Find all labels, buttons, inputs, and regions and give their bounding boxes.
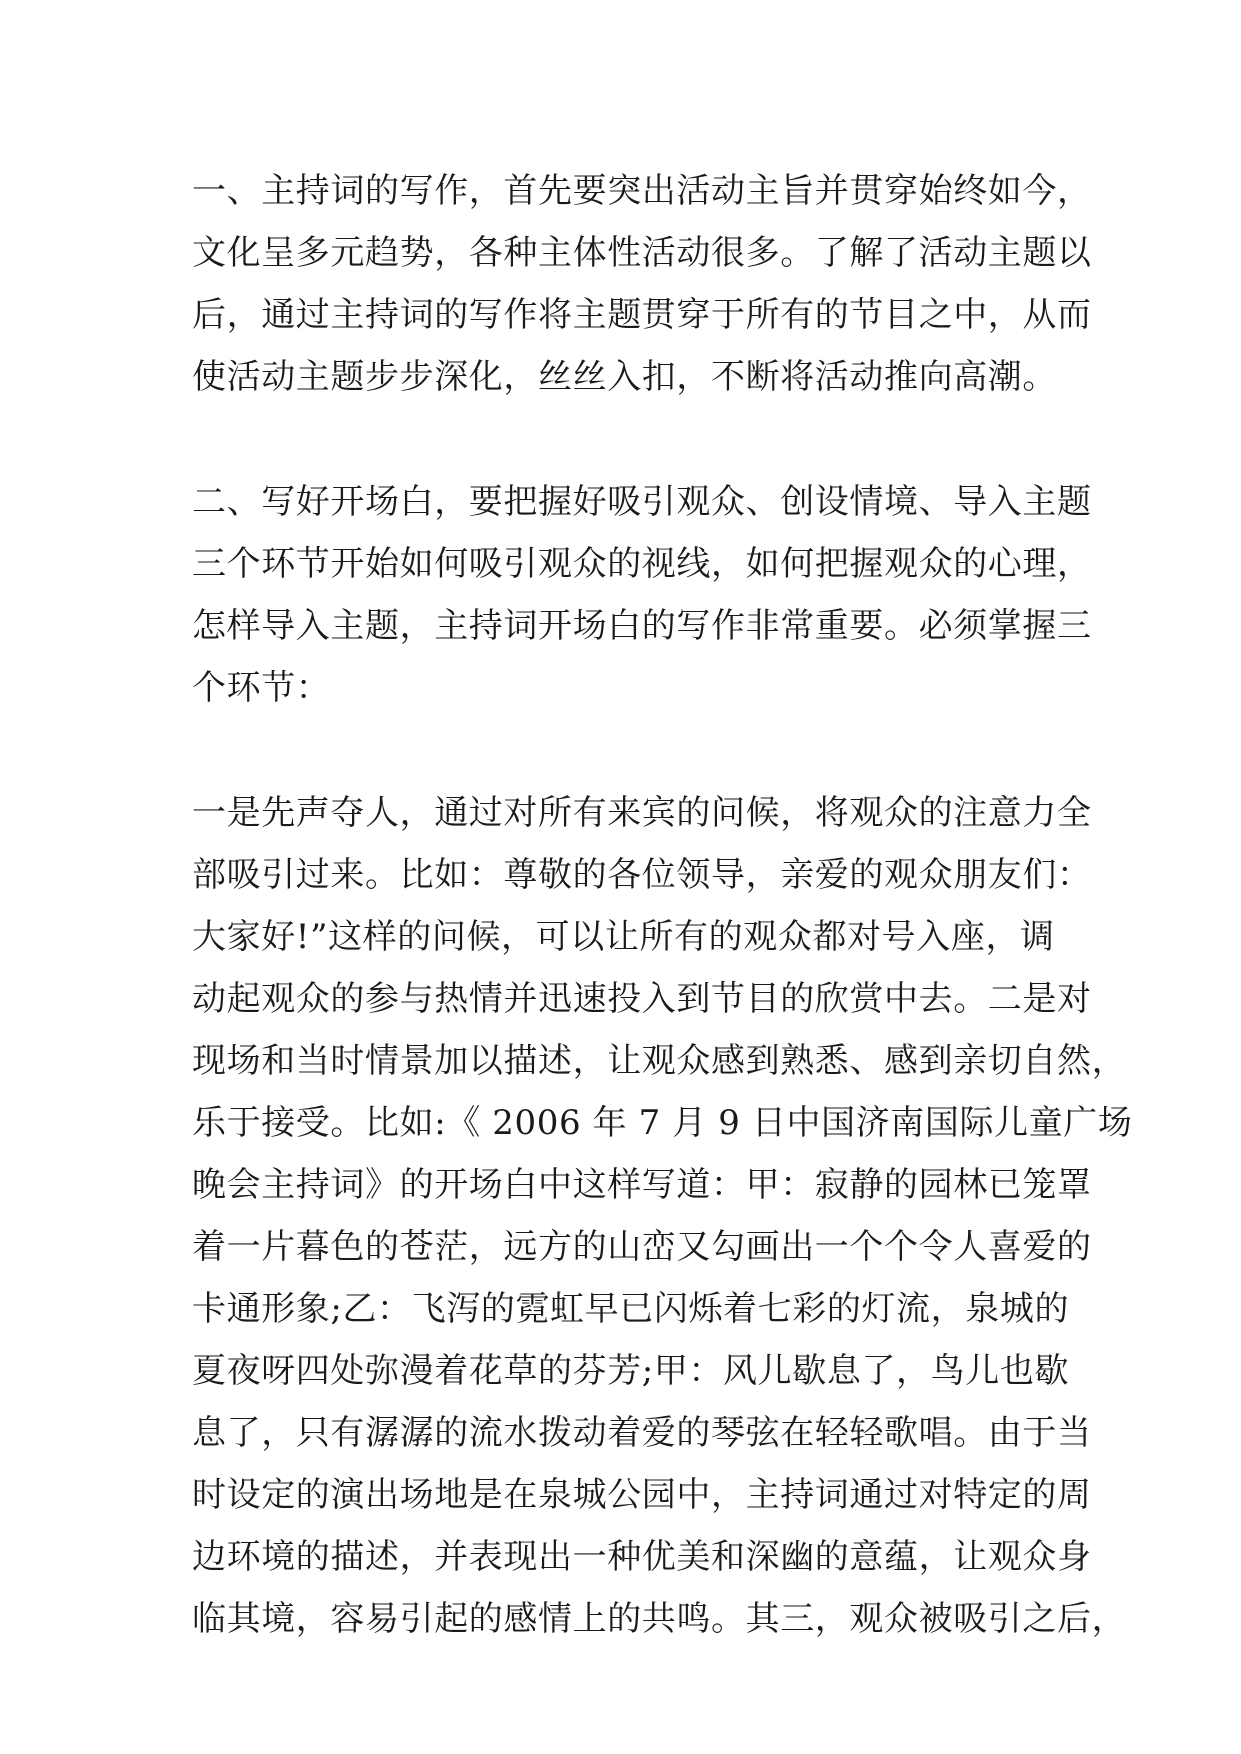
text-line: 晚会主持词》的开场白中这样写道：甲：寂静的园林已笼罩 — [192, 1165, 1092, 1205]
text-line: 怎样导入主题，主持词开场白的写作非常重要。必须掌握三 — [192, 606, 1092, 646]
text-line: 一、主持词的写作，首先要突出活动主旨并贯穿始终如今， — [192, 171, 1092, 211]
text-line: 乐于接受。比如:《 2006 年 7 月 9 日中国济南国际儿童广场 — [192, 1103, 1133, 1143]
text-line: 着一片暮色的苍茫，远方的山峦又勾画出一个个令人喜爱的 — [192, 1227, 1092, 1267]
text-line: 现场和当时情景加以描述，让观众感到熟悉、感到亲切自然， — [192, 1041, 1127, 1081]
text-line: 夏夜呀四处弥漫着花草的芬芳;甲：风儿歇息了，鸟儿也歇 — [192, 1351, 1070, 1391]
text-line: 使活动主题步步深化，丝丝入扣，不断将活动推向高潮。 — [192, 357, 1057, 397]
text-line: 三个环节开始如何吸引观众的视线，如何把握观众的心理， — [192, 544, 1092, 584]
text-line: 后，通过主持词的写作将主题贯穿于所有的节目之中，从而 — [192, 295, 1092, 335]
text-line: 二、写好开场白，要把握好吸引观众、创设情境、导入主题 — [192, 482, 1092, 522]
paragraph-writing-principle — [192, 160, 1092, 408]
paragraph-opening-remarks — [192, 471, 1092, 719]
text-line: 边环境的描述，并表现出一种优美和深幽的意蕴，让观众身 — [192, 1537, 1092, 1577]
document-body — [192, 160, 1133, 1713]
text-line: 部吸引过来。比如：尊敬的各位领导，亲爱的观众朋友们： — [192, 855, 1092, 895]
text-line: 个环节： — [192, 668, 331, 708]
text-line: 临其境，容易引起的感情上的共鸣。其三，观众被吸引之后， — [192, 1599, 1127, 1639]
text-line: 息了，只有潺潺的流水拨动着爱的琴弦在轻轻歌唱。由于当 — [192, 1413, 1092, 1453]
text-line: 动起观众的参与热情并迅速投入到节目的欣赏中去。二是对 — [192, 979, 1092, 1019]
paragraph-three-steps — [192, 782, 1133, 1650]
text-line: 一是先声夺人，通过对所有来宾的问候，将观众的注意力全 — [192, 793, 1092, 833]
text-line: 文化呈多元趋势，各种主体性活动很多。了解了活动主题以 — [192, 233, 1092, 273]
text-line: 时设定的演出场地是在泉城公园中，主持词通过对特定的周 — [192, 1475, 1092, 1515]
text-line: 大家好!”这样的问候，可以让所有的观众都对号入座，调 — [192, 917, 1055, 957]
text-line: 卡通形象;乙：飞泻的霓虹早已闪烁着七彩的灯流，泉城的 — [192, 1289, 1070, 1329]
